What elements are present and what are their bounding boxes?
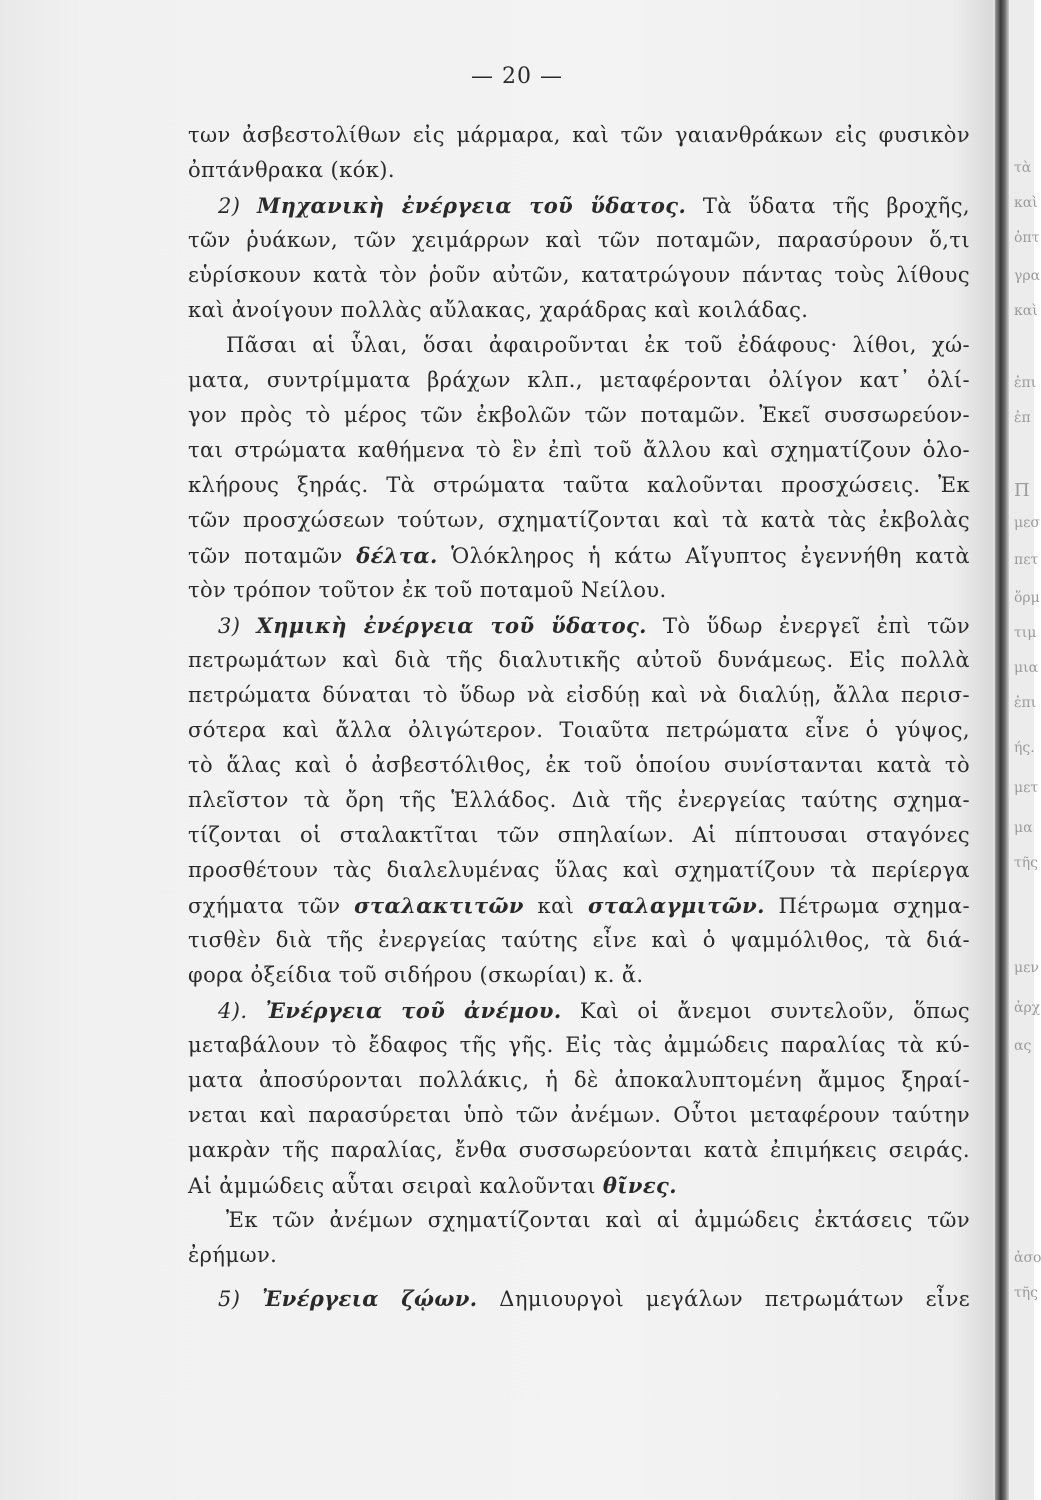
- section-text: Τὰ ὕδατα τῆς βροχῆς,: [702, 194, 971, 218]
- text-line: μεταβάλουν τὸ ἔδαφος τῆς γῆς. Εἰς τὰς ἀμμώδεις παραλίας τὰ κύ-: [188, 1033, 970, 1057]
- text-fragment: καὶ: [537, 894, 575, 918]
- bleed-text: τὰ: [1014, 160, 1032, 176]
- text-line: τισθὲν διὰ τῆς ἐνεργείας ταύτης εἶνε καὶ ὁ ψαμμόλιθος, τὰ διά-: [188, 928, 970, 952]
- text-line: τῶν προσχώσεων τούτων, σχηματίζονται καὶ τὰ κατὰ τὰς ἐκβολὰς: [188, 508, 970, 532]
- bleed-text: τιμ: [1014, 625, 1037, 641]
- bleed-text: μα: [1014, 820, 1033, 836]
- text-line: κλήρους ξηράς. Τὰ στρώματα ταῦτα καλοῦνται προσχώσεις. Ἐκ: [188, 473, 970, 497]
- text-line: μακρὰν τῆς παραλίας, ἔνθα συσσωρεύονται κατὰ ἐπιμήκεις σειράς.: [188, 1138, 970, 1162]
- bleed-text: καὶ: [1014, 195, 1038, 211]
- text-line: των ἀσβεστολίθων εἰς μάρμαρα, καὶ τῶν γαιανθράκων εἰς φυσικὸν: [188, 123, 970, 147]
- bleed-text: μεν: [1014, 960, 1039, 976]
- section-number: 3): [218, 614, 241, 638]
- section-number: 5): [218, 1287, 241, 1311]
- text-fragment: Αἱ ἀμμώδεις αὗται σειραὶ καλοῦνται: [188, 1174, 596, 1198]
- text-line: πετρωμάτων καὶ διὰ τῆς διαλυτικῆς αὐτοῦ δυνάμεως. Εἰς πολλὰ: [188, 648, 970, 672]
- term-stalagmites: σταλαγμιτῶν.: [587, 893, 765, 918]
- bleed-text: τῆς: [1014, 1285, 1038, 1301]
- term-delta: δέλτα.: [356, 543, 438, 568]
- bleed-text: μια: [1014, 660, 1039, 676]
- section-heading-2: [188, 188, 970, 223]
- section-title: Χημικὴ ἐνέργεια τοῦ ὕδατος.: [256, 613, 647, 638]
- text-line: γον πρὸς τὸ μέρος τῶν ἐκβολῶν τῶν ποταμῶν. Ἐκεῖ συσσωρεύον-: [188, 403, 970, 427]
- text-line: τῶν ῥυάκων, τῶν χειμάρρων καὶ τῶν ποταμῶν, παρασύρουν ὅ,τι: [188, 228, 970, 252]
- section-heading-5: [188, 1281, 970, 1316]
- text-line: ματα, συντρίμματα βράχων κλπ., μεταφέρονται ὀλίγον κατ᾽ ὀλί-: [188, 368, 970, 392]
- section-text: Καὶ οἱ ἄνεμοι συντελοῦν, ὅπως: [579, 999, 971, 1023]
- section-title: Ἐνέργεια ζῴων.: [262, 1286, 478, 1311]
- text-line: εὑρίσκουν κατὰ τὸν ῥοῦν αὐτῶν, κατατρώγουν πάντας τοὺς λίθους: [188, 263, 970, 287]
- bleed-text: ής.: [1014, 740, 1035, 756]
- text-fragment: Πέτρωμα σχημα-: [778, 894, 971, 918]
- section-title: Μηχανικὴ ἐνέργεια τοῦ ὕδατος.: [257, 193, 687, 218]
- bleed-text: ἐπι: [1014, 695, 1037, 711]
- bleed-text: ὀπτ: [1014, 230, 1040, 246]
- bleed-text: τῆς: [1014, 855, 1038, 871]
- bleed-text: ὅρμ: [1014, 590, 1040, 606]
- text-fragment: Ὁλόκληρος ἡ κάτω Αἴγυπτος ἐγεννήθη κατὰ: [451, 544, 971, 568]
- section-title: Ἐνέργεια τοῦ ἀνέμου.: [265, 998, 562, 1023]
- text-line: νεται καὶ παρασύρεται ὑπὸ τῶν ἀνέμων. Οὗτοι μεταφέρουν ταύτην: [188, 1103, 970, 1127]
- bleed-text: ἀσο: [1014, 1250, 1041, 1266]
- term-stalactites: σταλακτιτῶν: [354, 893, 524, 918]
- text-line: τὸ ἅλας καὶ ὁ ἀσβεστόλιθος, ἐκ τοῦ ὁποίου συνίστανται κατὰ τὸ: [188, 753, 970, 777]
- term-dunes: θῖνες.: [602, 1173, 677, 1198]
- text-line: καὶ ἀνοίγουν πολλὰς αὔλακας, χαράδρας καὶ κοιλάδας.: [188, 298, 809, 322]
- bleed-text: μετ: [1014, 780, 1039, 796]
- text-line-stalactites: [188, 888, 970, 923]
- bleed-text: καὶ: [1014, 303, 1038, 319]
- bleed-text: μεσ: [1014, 515, 1040, 531]
- text-line: Ἐκ τῶν ἀνέμων σχηματίζονται καὶ αἱ ἀμμώδεις ἐκτάσεις τῶν: [226, 1208, 970, 1232]
- text-fragment: σχήματα τῶν: [188, 894, 341, 918]
- text-line: ἐρήμων.: [188, 1243, 278, 1267]
- bleed-text: Π: [1014, 480, 1030, 501]
- bleed-text: ἐπι: [1014, 375, 1037, 391]
- section-text: Τὸ ὕδωρ ἐνεργεῖ ἐπὶ τῶν: [662, 614, 971, 638]
- section-number: 4).: [218, 999, 248, 1023]
- text-line: ματα ἀποσύρονται πολλάκις, ἡ δὲ ἀποκαλυπτομένη ἄμμος ξηραί-: [188, 1068, 970, 1092]
- text-line: Πᾶσαι αἱ ὗλαι, ὅσαι ἀφαιροῦνται ἐκ τοῦ ἐδάφους· λίθοι, χώ-: [226, 333, 970, 357]
- book-spine-shadow: [995, 0, 1009, 1500]
- section-number: 2): [218, 194, 241, 218]
- text-line: τὸν τρόπον τοῦτον ἐκ τοῦ ποταμοῦ Νείλου.: [188, 578, 667, 602]
- page-number: — 20 —: [471, 64, 563, 89]
- text-line: ὀπτάνθρακα (κόκ).: [188, 158, 395, 182]
- text-line: φορα ὀξείδια τοῦ σιδήρου (σκωρίαι) κ. ἄ.: [188, 963, 644, 987]
- bleed-text: πετ: [1014, 552, 1039, 568]
- bleed-text: ἐπ: [1014, 410, 1031, 426]
- text-line: σότερα καὶ ἄλλα ὀλιγώτερον. Τοιαῦτα πετρώματα εἶνε ὁ γύψος,: [188, 718, 970, 742]
- text-line-delta: [188, 538, 970, 573]
- text-line: τίζονται οἱ σταλακτῖται τῶν σπηλαίων. Αἱ πίπτουσαι σταγόνες: [188, 823, 970, 847]
- text-line: πλεῖστον τὰ ὄρη τῆς Ἑλλάδος. Διὰ τῆς ἐνεργείας ταύτης σχημα-: [188, 788, 970, 812]
- text-line: ται στρώματα καθήμενα τὸ ἓν ἐπὶ τοῦ ἄλλου καὶ σχηματίζουν ὁλο-: [188, 438, 970, 462]
- text-line: προσθέτουν τὰς διαλελυμένας ὕλας καὶ σχηματίζουν τὰ περίεργα: [188, 858, 970, 882]
- bleed-text: γρα: [1014, 268, 1041, 284]
- text-line: πετρώματα δύναται τὸ ὕδωρ νὰ εἰσδύῃ καὶ νὰ διαλύῃ, ἄλλα περισ-: [188, 683, 970, 707]
- section-heading-4: [188, 993, 970, 1028]
- text-line-dunes: [188, 1168, 970, 1203]
- section-text: Δημιουργοὶ μεγάλων πετρωμάτων εἶνε: [499, 1287, 971, 1311]
- bleed-text: ἀρχ: [1014, 1000, 1041, 1016]
- section-heading-3: [188, 608, 970, 643]
- body-text: [188, 118, 970, 1316]
- text-fragment: τῶν ποταμῶν: [188, 544, 343, 568]
- bleed-text: ας: [1014, 1038, 1032, 1054]
